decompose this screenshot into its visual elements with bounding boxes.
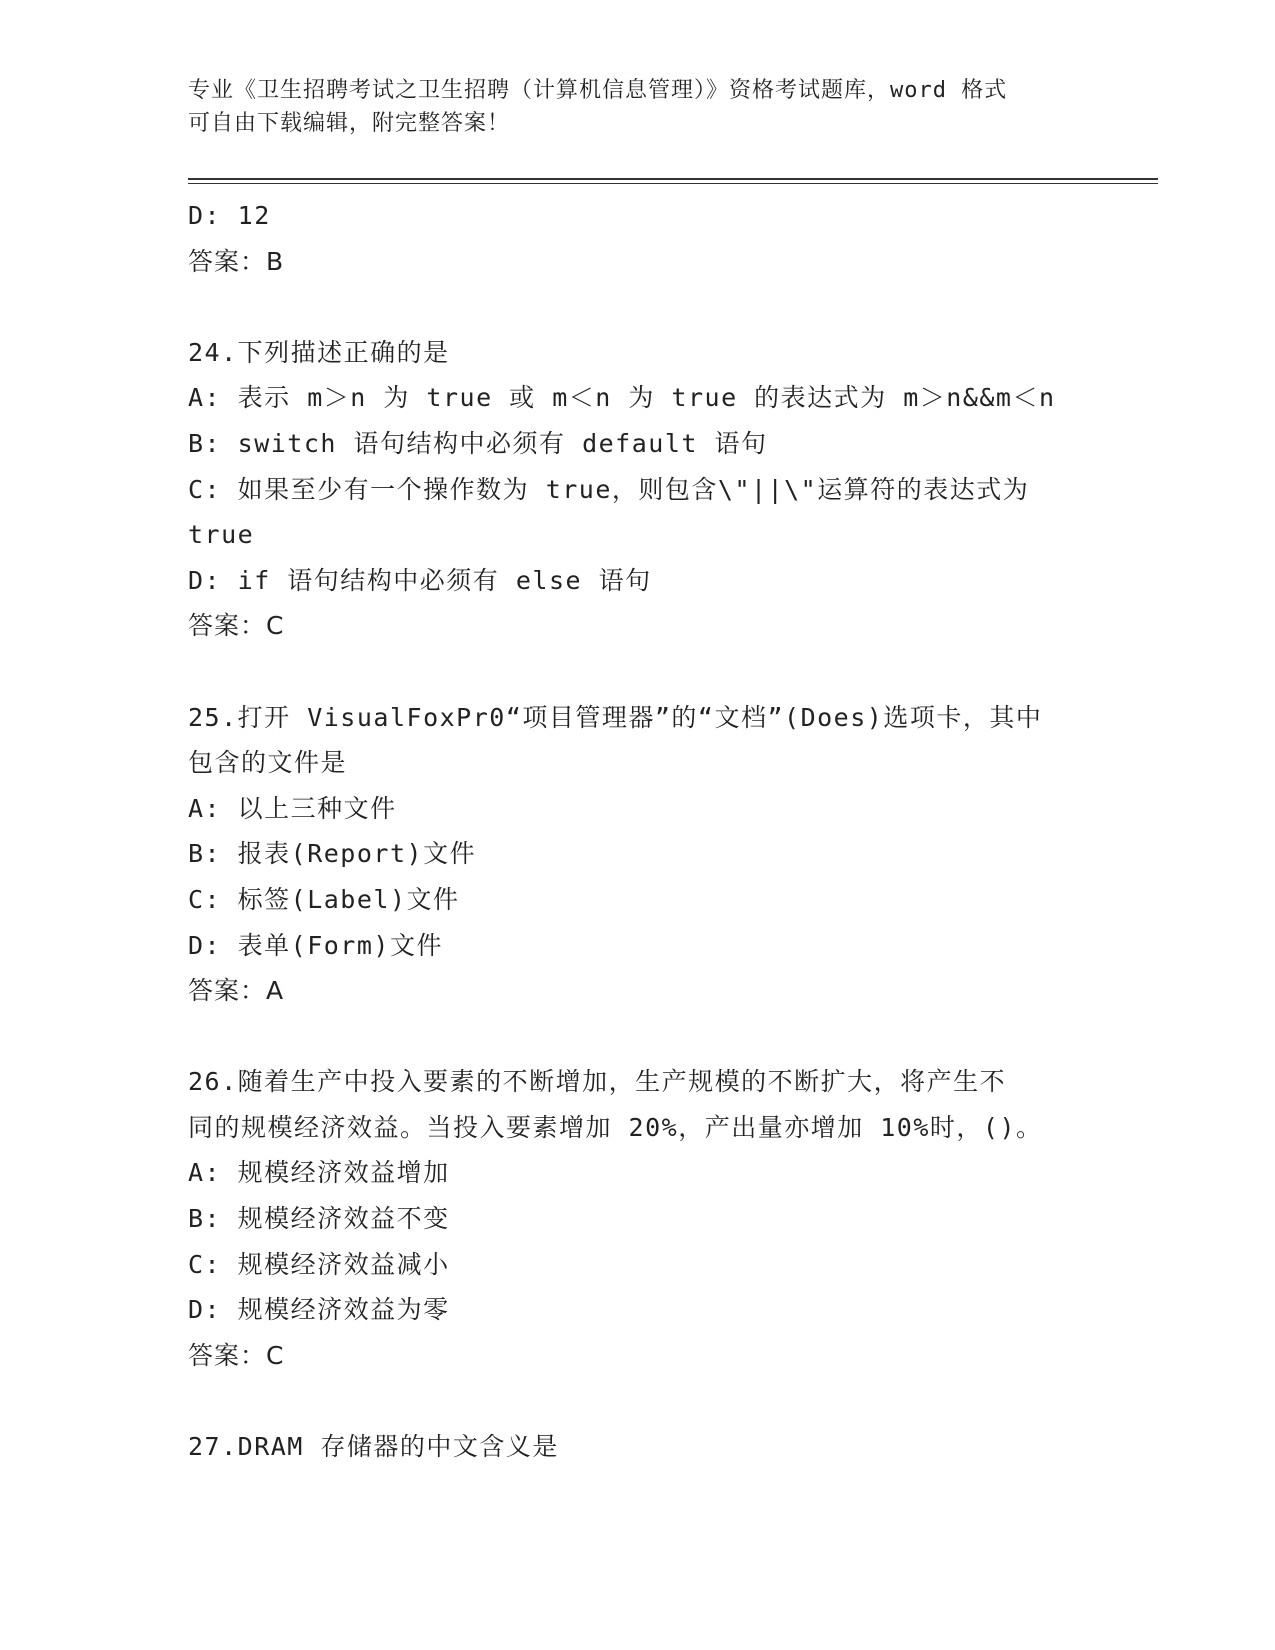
option-a: A: 以上三种文件 (188, 793, 397, 823)
document-body (188, 193, 1088, 1470)
option-d: D: if 语句结构中必须有 else 语句 (188, 565, 652, 595)
spacer (188, 1014, 1088, 1060)
question-25 (188, 695, 1088, 1014)
question-stem: 25.打开 VisualFoxPr0“项目管理器”的“文档”(Does)选项卡，其中 (188, 702, 1043, 732)
question-stem: 26.随着生产中投入要素的不断增加，生产规模的不断扩大，将产生不 (188, 1067, 1007, 1097)
header-rule-thick (188, 178, 1158, 180)
option-c: C: 标签(Label)文件 (188, 884, 460, 914)
question-24 (188, 330, 1088, 649)
header-title-line-2: 可自由下载编辑，附完整答案！ (188, 111, 511, 136)
answer-line: 答案：C (188, 1340, 285, 1370)
answer-line: 答案：C (188, 611, 285, 641)
question-stem-continued: 同的规模经济效益。当投入要素增加 20%，产出量亦增加 10%时，()。 (188, 1112, 1043, 1142)
option-d: D: 规模经济效益为零 (188, 1295, 450, 1325)
question-stem-continued: 包含的文件是 (188, 748, 348, 778)
option-d: D: 12 (188, 201, 271, 230)
question-27 (188, 1424, 1088, 1470)
option-a: A: 规模经济效益增加 (188, 1158, 450, 1188)
question-stem: 24.下列描述正确的是 (188, 337, 450, 367)
option-c: C: 如果至少有一个操作数为 true，则包含\"||\"运算符的表达式为 (188, 474, 1030, 504)
option-b: B: 报表(Report)文件 (188, 839, 477, 869)
spacer (188, 1378, 1088, 1424)
option-c: C: 规模经济效益减小 (188, 1249, 450, 1279)
option-c-continued: true (188, 520, 255, 550)
answer-line: 答案：A (188, 976, 285, 1006)
option-a: A: 表示 m＞n 为 true 或 m＜n 为 true 的表达式为 m＞n&&m＜n (188, 383, 1056, 413)
option-b: B: 规模经济效益不变 (188, 1204, 450, 1234)
question-stem: 27.DRAM 存储器的中文含义是 (188, 1432, 559, 1462)
header-title-line-1: 专业《卫生招聘考试之卫生招聘（计算机信息管理）》资格考试题库，word 格式 (188, 78, 1008, 103)
answer-line: 答案：B (188, 246, 285, 276)
option-d: D: 表单(Form)文件 (188, 930, 443, 960)
header-rule-thin (188, 183, 1158, 184)
spacer (188, 284, 1088, 330)
option-b: B: switch 语句结构中必须有 default 语句 (188, 428, 768, 458)
question-26 (188, 1059, 1088, 1378)
spacer (188, 649, 1088, 695)
page-header (188, 74, 1088, 140)
